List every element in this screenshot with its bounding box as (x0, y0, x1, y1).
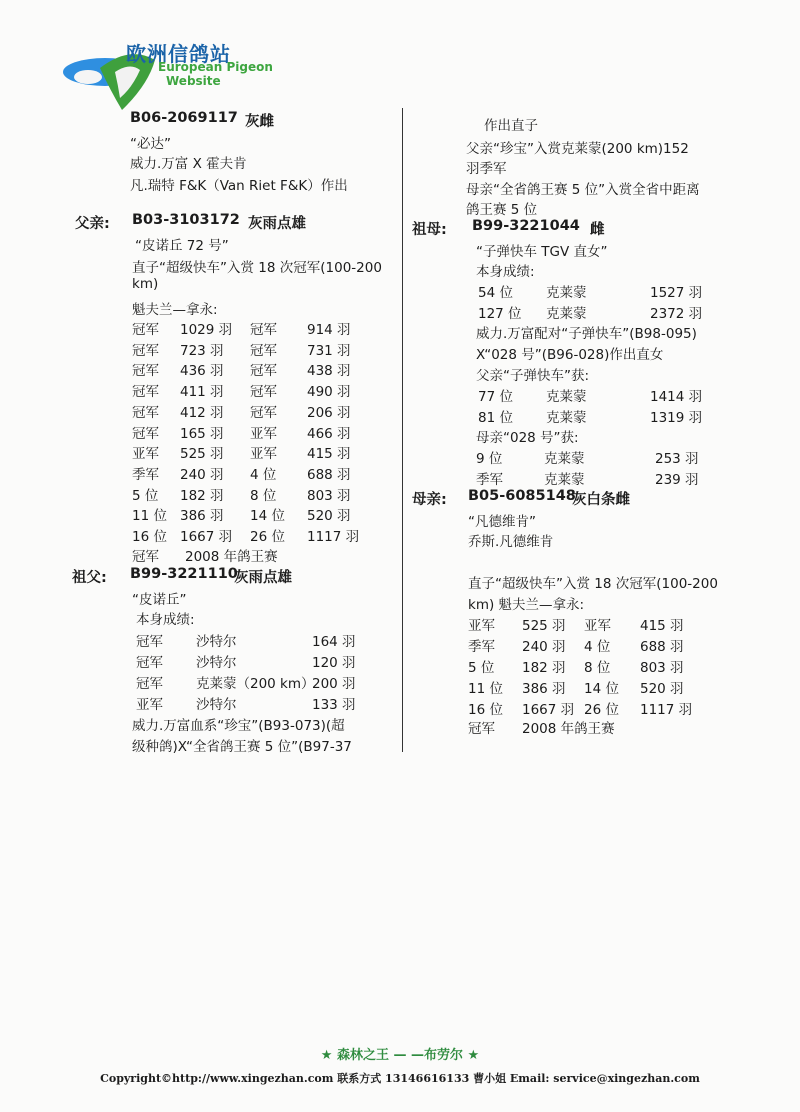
father-result-cell: 14 位 (250, 508, 285, 525)
mother-result-cell: 803 羽 (640, 660, 684, 676)
grandfather-result-cell: 200 羽 (312, 676, 356, 692)
mother-result-cell: 4 位 (584, 639, 611, 655)
father-result-cell: 冠军 (250, 384, 277, 401)
main-name: “必达” (130, 136, 171, 152)
father-result-cell: 冠军 (250, 342, 277, 359)
main-color: 灰雌 (245, 114, 274, 130)
grandmother-ring: B99-3221044 (472, 218, 580, 234)
father-result-cell: 182 羽 (180, 487, 224, 504)
father-result-cell: 8 位 (250, 487, 277, 504)
father-result-cell: 26 位 (250, 529, 285, 545)
father-result-cell: 490 羽 (307, 384, 351, 401)
father-result-cell: 386 羽 (180, 508, 224, 525)
mother-result-cell: 亚军 (468, 618, 495, 634)
father-result-cell: 525 羽 (180, 446, 224, 463)
mother-ring: B05-6085148 (468, 488, 576, 504)
mother-result-cell: 1117 羽 (640, 702, 693, 718)
father-result-cell: 5 位 (132, 487, 159, 504)
father-result-cell: 冠军 (132, 363, 159, 380)
grandmother-name: “子弹快车 TGV 直女” (476, 244, 608, 260)
footer-copyright: Copyright©http://www.xingezhan.com 联系方式 13146616133 曹小姐 Email: service@xingezhan.com (100, 1072, 700, 1085)
father-result-cell: 4 位 (250, 466, 277, 483)
right-line-1: 作出直子 (484, 118, 538, 134)
grandmother-father-result-cell: 81 位 (478, 410, 513, 426)
grandmother-result-cell: 1527 羽 (650, 285, 703, 301)
father-result-cell: 914 羽 (307, 322, 351, 338)
father-result-cell: 冠军 (132, 384, 159, 401)
father-result-cell: 688 羽 (307, 466, 351, 483)
grandfather-label: 祖父: (72, 570, 107, 586)
mother-last-place: 冠军 (468, 721, 495, 737)
father-result-cell: 冠军 (132, 322, 159, 338)
grandmother-label: 祖母: (412, 222, 447, 238)
grandfather-result-cell: 冠军 (136, 676, 163, 692)
mother-label: 母亲: (412, 492, 447, 508)
mother-result-cell: 11 位 (468, 681, 503, 697)
mother-result-cell: 亚军 (584, 618, 611, 634)
grandmother-mother-result-cell: 239 羽 (655, 472, 699, 488)
father-result-cell: 206 羽 (307, 404, 351, 421)
father-result-cell: 165 羽 (180, 425, 224, 442)
father-result-cell: 亚军 (250, 446, 277, 463)
mother-result-cell: 16 位 (468, 702, 503, 718)
father-result-cell: 1029 羽 (180, 322, 233, 338)
mother-name: “凡德维肯” (468, 514, 536, 530)
grandfather-own-results: 本身成绩: (136, 612, 195, 628)
father-result-cell: 冠军 (132, 404, 159, 421)
grandfather-name: “皮诺丘” (132, 592, 187, 608)
grandmother-result-cell: 克莱蒙 (546, 285, 587, 301)
grandfather-ring: B99-3221110 (130, 566, 238, 582)
father-result-cell: 436 羽 (180, 363, 224, 380)
right-line-5: 鸽王赛 5 位 (466, 202, 538, 218)
father-result-cell: 415 羽 (307, 446, 351, 463)
logo-english-line1: European Pigeon (158, 60, 273, 74)
father-breeder: 魁夫兰—拿永: (132, 302, 218, 318)
father-result-cell: 412 羽 (180, 404, 224, 421)
grandmother-mother-result-cell: 克莱蒙 (544, 451, 585, 467)
mother-desc-1: 直子“超级快车”入赏 18 次冠军(100-200 (468, 576, 718, 592)
grandmother-desc-1: 威力.万富配对“子弹快车”(B98-095) (476, 326, 697, 342)
father-name: “皮诺丘 72 号” (135, 238, 229, 254)
grandmother-father-result-cell: 1414 羽 (650, 389, 703, 405)
father-result-cell: 季军 (132, 466, 159, 483)
father-result-cell: 亚军 (132, 446, 159, 463)
father-result-cell: 冠军 (132, 342, 159, 359)
grandmother-mother-result-cell: 克莱蒙 (544, 472, 585, 488)
father-result-cell: 411 羽 (180, 384, 224, 401)
footer-slogan: ★ 森林之王 — —布劳尔 ★ (320, 1048, 480, 1063)
grandfather-result-cell: 冠军 (136, 634, 163, 650)
column-divider (402, 108, 403, 752)
grandfather-result-cell: 沙特尔 (196, 655, 237, 671)
mother-result-cell: 525 羽 (522, 618, 566, 634)
grandmother-father-result-cell: 1319 羽 (650, 410, 703, 426)
grandmother-father-result-cell: 克莱蒙 (546, 389, 587, 405)
father-result-cell: 438 羽 (307, 363, 351, 380)
mother-result-cell: 520 羽 (640, 681, 684, 697)
grandmother-result-cell: 2372 羽 (650, 306, 703, 322)
grandmother-father-won: 父亲“子弹快车”获: (476, 368, 590, 384)
grandmother-result-cell: 127 位 (478, 306, 522, 322)
father-result-cell: 冠军 (250, 363, 277, 380)
father-result-cell: 冠军 (132, 425, 159, 442)
grandfather-result-cell: 冠军 (136, 655, 163, 671)
father-label: 父亲: (75, 216, 110, 232)
grandfather-color: 灰雨点雄 (234, 570, 292, 586)
mother-result-cell: 415 羽 (640, 618, 684, 634)
mother-result-cell: 688 羽 (640, 639, 684, 655)
mother-desc-2: km) 魁夫兰—拿永: (468, 597, 585, 613)
grandfather-result-cell: 120 羽 (312, 655, 356, 671)
mother-result-cell: 14 位 (584, 681, 619, 697)
grandmother-father-result-cell: 克莱蒙 (546, 410, 587, 426)
grandmother-color: 雌 (590, 222, 605, 238)
father-result-cell: 1117 羽 (307, 529, 360, 545)
mother-breeder: 乔斯.凡德维肯 (468, 534, 554, 550)
father-result-cell: 16 位 (132, 529, 167, 545)
father-result-cell: 520 羽 (307, 508, 351, 525)
mother-color: 灰白条雌 (572, 492, 630, 508)
grandfather-result-cell: 164 羽 (312, 634, 356, 650)
father-ring: B03-3103172 (132, 212, 240, 228)
grandfather-desc-2: 级种鸽)X“全省鸽王赛 5 位”(B97-37 (132, 739, 352, 755)
grandmother-mother-result-cell: 9 位 (476, 451, 503, 467)
father-result-cell: 11 位 (132, 508, 167, 525)
father-result-cell: 冠军 (250, 322, 277, 338)
grandmother-own-results: 本身成绩: (476, 264, 535, 280)
right-line-4: 母亲“全省鸽王赛 5 位”入赏全省中距离 (466, 182, 700, 198)
mother-result-cell: 5 位 (468, 660, 495, 676)
logo-chinese-title: 欧洲信鸽站 (126, 42, 231, 66)
father-result-cell: 亚军 (250, 425, 277, 442)
logo-english-title (158, 60, 273, 88)
mother-last-event: 2008 年鸽王赛 (522, 721, 615, 737)
father-result-cell: 冠军 (250, 404, 277, 421)
grandmother-mother-won: 母亲“028 号”获: (476, 430, 579, 446)
grandfather-result-cell: 亚军 (136, 697, 163, 713)
mother-result-cell: 182 羽 (522, 660, 566, 676)
grandfather-result-cell: 沙特尔 (196, 697, 237, 713)
mother-result-cell: 季军 (468, 639, 495, 655)
logo-english-line2: Website (166, 74, 221, 88)
main-line-1: 威力.万富 X 霍夫肯 (130, 156, 247, 172)
mother-result-cell: 8 位 (584, 660, 611, 676)
grandmother-result-cell: 54 位 (478, 285, 513, 301)
grandfather-desc-1: 威力.万富血系“珍宝”(B93-073)(超 (132, 718, 345, 734)
father-result-cell: 723 羽 (180, 342, 224, 359)
main-ring: B06-2069117 (130, 110, 238, 126)
grandfather-result-cell: 克莱蒙（200 km） (196, 676, 315, 692)
right-line-3: 羽季军 (466, 161, 507, 177)
mother-result-cell: 240 羽 (522, 639, 566, 655)
father-desc-2: km) (132, 276, 159, 292)
grandmother-result-cell: 克莱蒙 (546, 306, 587, 322)
main-line-2: 凡.瑞特 F&K（Van Riet F&K）作出 (130, 178, 348, 194)
father-desc-1: 直子“超级快车”入赏 18 次冠军(100-200 (132, 260, 382, 276)
father-result-cell: 240 羽 (180, 466, 224, 483)
father-result-cell: 803 羽 (307, 487, 351, 504)
father-result-cell: 466 羽 (307, 425, 351, 442)
grandfather-result-cell: 133 羽 (312, 697, 356, 713)
mother-result-cell: 386 羽 (522, 681, 566, 697)
mother-result-cell: 1667 羽 (522, 702, 575, 718)
father-result-cell: 731 羽 (307, 342, 351, 359)
grandmother-desc-2: X“028 号”(B96-028)作出直女 (476, 347, 664, 363)
grandmother-mother-result-cell: 季军 (476, 472, 503, 488)
grandfather-result-cell: 沙特尔 (196, 634, 237, 650)
grandmother-father-result-cell: 77 位 (478, 389, 513, 405)
father-color: 灰雨点雄 (248, 216, 306, 232)
father-last-place: 冠军 (132, 549, 159, 565)
father-last-event: 2008 年鸽王赛 (185, 549, 278, 565)
mother-result-cell: 26 位 (584, 702, 619, 718)
father-result-cell: 1667 羽 (180, 529, 233, 545)
right-line-2: 父亲“珍宝”入赏克莱蒙(200 km)152 (466, 141, 689, 157)
grandmother-mother-result-cell: 253 羽 (655, 451, 699, 467)
